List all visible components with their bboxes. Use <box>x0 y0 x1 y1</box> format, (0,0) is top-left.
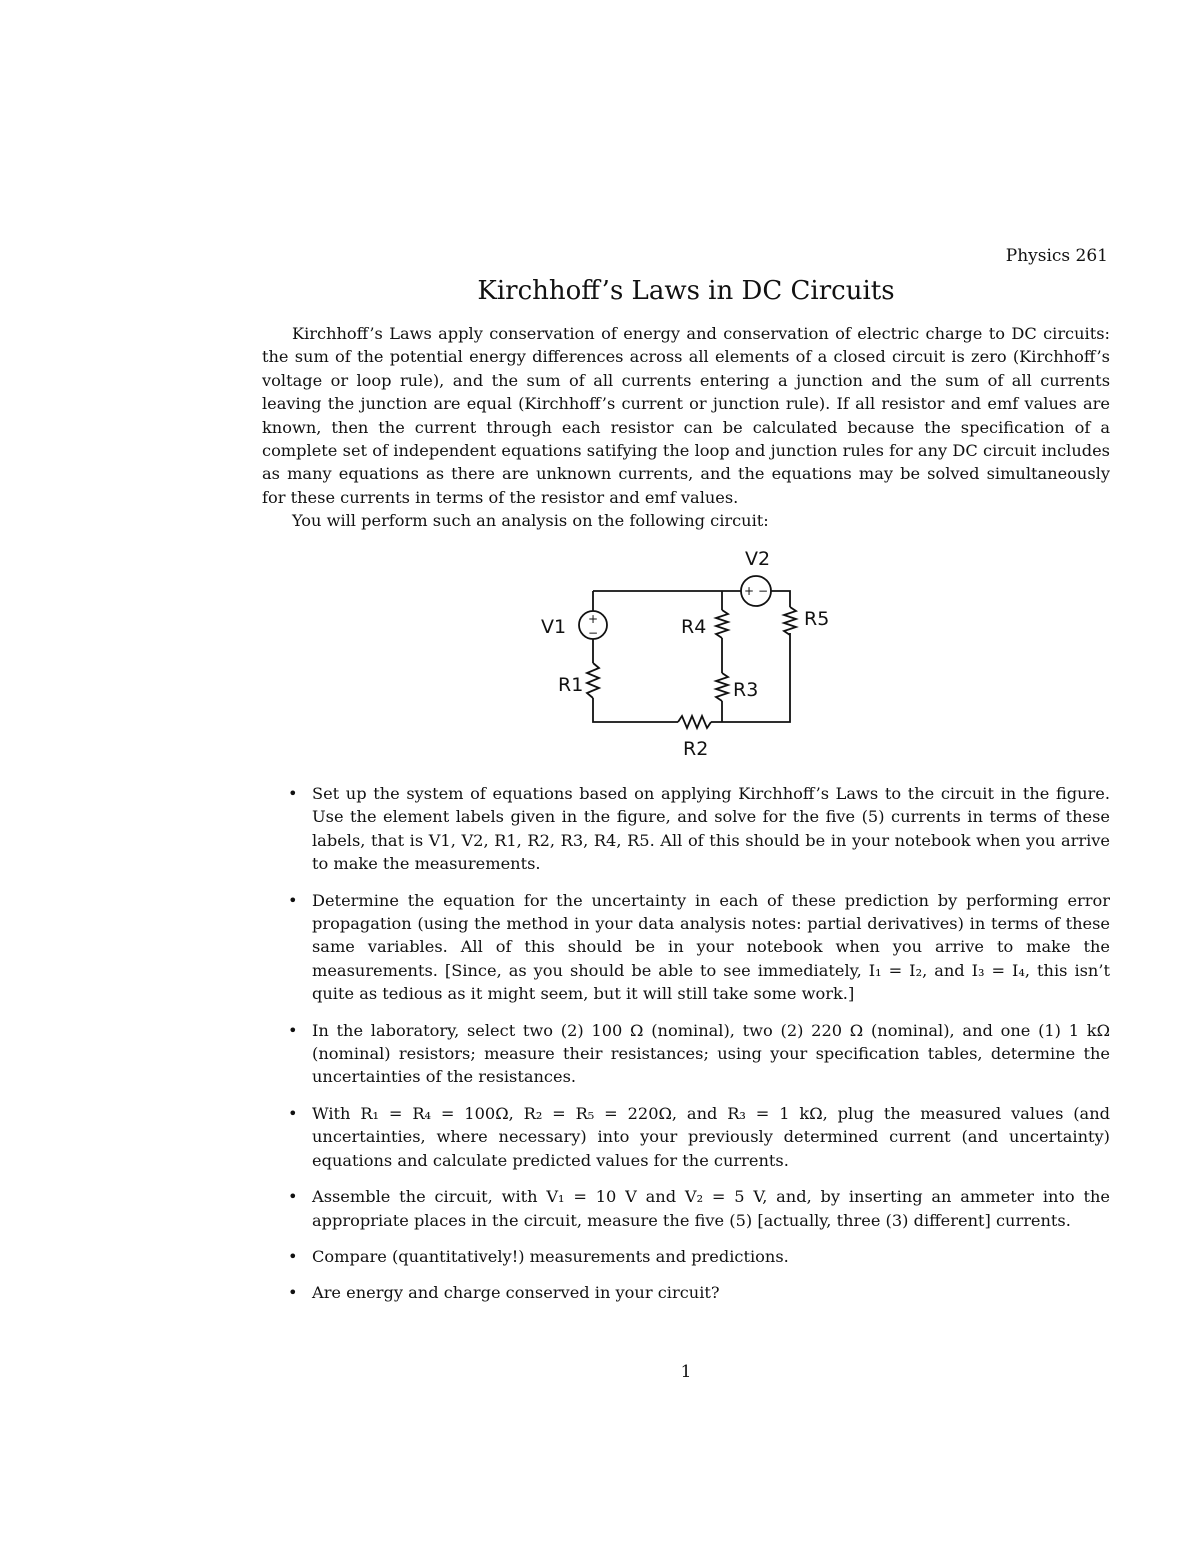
r5-resistor <box>784 607 796 635</box>
intro-paragraph: Kirchhoff’s Laws apply conservation of energy and conservation of electric charge to DC circuits: the sum of the potential energy differences across all elements of a closed circuit is zero (Kirchhoff’s voltage or loop rule), and the sum of all currents entering a junction and the sum of all currents leaving the junction are equal (Kirchhoff’s current or junction rule). If all resistor and emf values are known, then the current through each resistor can be calculated because the specification of a complete set of independent equations satifying the loop and junction rules for any DC circuit includes as many equations as there are unknown currents, and the equations may be solved simultaneously for these currents in terms of the resistor and emf values. <box>262 324 1110 507</box>
list-item: • Determine the equation for the uncertainty in each of these prediction by performing error propagation (using the method in your data analysis notes: partial derivatives) in terms of these same variables. All of this should be in your notebook when you arrive to make the measurements. [Since, as you should be able to see immediately, I₁ = I₂, and I₃ = I₄, this isn’t quite as tedious as it might seem, but it will still take some work.] <box>288 889 1110 1006</box>
r5-label: R5 <box>804 608 830 630</box>
wire-top-right <box>771 591 790 607</box>
v2-label: V2 <box>745 548 771 570</box>
r2-resistor <box>678 716 711 728</box>
page-number: 1 <box>680 1362 692 1382</box>
course-header: Physics 261 <box>1005 246 1108 266</box>
v2-minus-sign: − <box>757 584 769 598</box>
list-item: • With R₁ = R₄ = 100Ω, R₂ = R₅ = 220Ω, and R₃ = 1 kΩ, plug the measured values (and uncertainties, where necessary) into your previously determined current (and uncertainty) equations and calculate predicted values for the currents. <box>288 1102 1110 1172</box>
page-title: Kirchhoff’s Laws in DC Circuits <box>477 276 895 306</box>
list-item: • Set up the system of equations based on applying Kirchhoff’s Laws to the circuit in the figure. Use the element labels given in the figure, and solve for the five (5) currents in terms of these labels, that is V1, V2, R1, R2, R3, R4, R5. All of this should be in your notebook when you arrive to make the measurements. <box>288 782 1110 876</box>
r4-label: R4 <box>681 616 707 638</box>
v2-plus-sign: + <box>743 584 755 598</box>
list-item: • Compare (quantitatively!) measurements and predictions. <box>288 1245 1110 1268</box>
r3-label: R3 <box>733 679 759 701</box>
wire-left-bottom <box>593 698 678 722</box>
task-list <box>288 782 1110 1318</box>
intro-lead-in: You will perform such an analysis on the following circuit: <box>292 511 769 530</box>
list-item: • Assemble the circuit, with V₁ = 10 V and V₂ = 5 V, and, by inserting an ammeter into the appropriate places in the circuit, measure the five (5) [actually, three (3) different] currents. <box>288 1185 1110 1232</box>
r1-resistor <box>587 663 599 698</box>
list-item: • Are energy and charge conserved in your circuit? <box>288 1281 1110 1304</box>
circuit-diagram <box>530 545 850 765</box>
r1-label: R1 <box>558 674 584 696</box>
r2-label: R2 <box>683 738 709 760</box>
r3-resistor <box>716 673 728 701</box>
r4-resistor <box>716 610 728 638</box>
v1-label: V1 <box>541 616 567 638</box>
v1-minus-sign: − <box>587 626 599 640</box>
v1-plus-sign: + <box>587 612 599 626</box>
list-item: • In the laboratory, select two (2) 100 Ω (nominal), two (2) 220 Ω (nominal), and one (1) 1 kΩ (nominal) resistors; measure their resistances; using your specification tables, determine the uncertainties of the resistances. <box>288 1019 1110 1089</box>
